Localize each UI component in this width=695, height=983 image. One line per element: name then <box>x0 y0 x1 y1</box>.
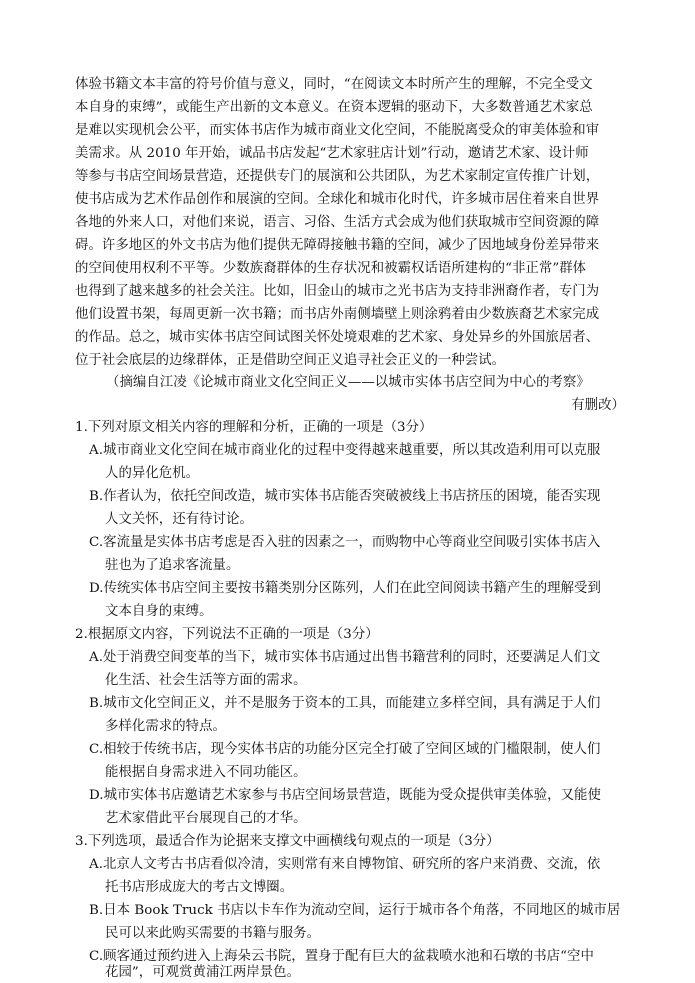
option-a-cont: 托书店形成庞大的考古文博圈。 <box>105 880 294 895</box>
option-a: A.城市商业文化空间在城市商业化的过程中变得越来越重要，所以其改造利用可以克服 <box>89 443 601 458</box>
option-a: A.处于消费空间变革的当下，城市实体书店通过出售书籍营利的同时，还要满足人们文 <box>89 650 601 665</box>
option-a-cont: 化生活、社会生活等方面的需求。 <box>105 673 307 688</box>
option-b: B.城市文化空间正义，并不是服务于资本的工具，而能建立多样空间，具有满足于人们 <box>89 696 601 711</box>
option-a-cont: 人的异化危机。 <box>105 466 200 481</box>
question-stem: 3.下列选项，最适合作为论据来支撑文中画横线句观点的一项是（3分） <box>75 834 500 849</box>
option-b-cont: 民可以来此购买需要的书籍与服务。 <box>105 926 321 941</box>
passage-line: 他们设置书架，每周更新一次书籍；而书店外南侧墙壁上则涂鸦着由少数族裔艺术家完成 <box>75 307 600 322</box>
option-d-cont: 艺术家借此平台展现自己的才华。 <box>105 811 307 826</box>
passage-line: 各地的外来人口，对他们来说，语言、习俗、生活方式会成为他们获取城市空间资源的障 <box>75 215 600 230</box>
passage-line: 是难以实现机会公平，而实体书店作为城市商业文化空间，不能脱离受众的审美体验和审 <box>75 123 600 138</box>
option-d-cont: 文本自身的束缚。 <box>105 604 213 619</box>
passage-line: 体验书籍文本丰富的符号价值与意义，同时，“在阅读文本时所产生的理解，不完全受文 <box>75 77 593 92</box>
option-c-cont: 花园”，可观赏黄浦江两岸景色。 <box>105 965 301 980</box>
passage-line: 的作品。总之，城市实体书店空间试图关怀处境艰难的艺术家、身处异乡的外国旅居者、 <box>75 330 600 345</box>
passage-line: 等参与书店空间场景营造，还提供专门的展演和公共团队，为艺术家制定宣传推广计划， <box>75 169 600 184</box>
passage-line: 美需求。从 2010 年开始，诚品书店发起“艺术家驻店计划”行动，邀请艺术家、设计师 <box>75 146 589 161</box>
option-c: C.顾客通过预约进入上海朵云书院，置身于配有巨大的盆栽喷水池和石墩的书店“空中 <box>89 949 594 964</box>
citation-note: 有删改） <box>571 398 625 413</box>
question-stem: 2.根据原文内容，下列说法不正确的一项是（3分） <box>75 627 379 642</box>
option-b: B.日本 Book Truck 书店以卡车作为流动空间，运行于城市各个角落，不同地区的城市居 <box>89 903 621 918</box>
citation-source: （摘编自江凌《论城市商业文化空间正义——以城市实体书店空间为中心的考察》 <box>106 375 590 390</box>
passage-line: 的空间使用权利不平等。少数族裔群体的生存状况和被霸权话语所建构的“非正常”群体 <box>75 261 587 276</box>
question-stem: 1.下列对原文相关内容的理解和分析，正确的一项是（3分） <box>75 420 433 435</box>
option-d: D.传统实体书店空间主要按书籍类别分区陈列，人们在此空间阅读书籍产生的理解受到 <box>89 581 601 596</box>
passage-line: 碍。许多地区的外文书店为他们提供无障碍接触书籍的空间，减少了因地域身份差异带来 <box>75 238 600 253</box>
option-c: C.客流量是实体书店考虑是否入驻的因素之一，而购物中心等商业空间吸引实体书店入 <box>89 535 601 550</box>
passage-line: 使书店成为艺术作品创作和展演的空间。全球化和城市化时代，许多城市居住着来自世界 <box>75 192 600 207</box>
passage-line: 也得到了越来越多的社会关注。比如，旧金山的城市之光书店为支持非洲裔作者，专门为 <box>75 284 600 299</box>
option-b: B.作者认为，依托空间改造，城市实体书店能否突破被线上书店挤压的困境，能否实现 <box>89 489 601 504</box>
option-b-cont: 多样化需求的特点。 <box>105 719 226 734</box>
passage-line: 本自身的束缚”，或能生产出新的文本意义。在资本逻辑的驱动下，大多数普通艺术家总 <box>75 100 593 115</box>
passage-line: 位于社会底层的边缘群体，正是借助空间正义追寻社会正义的一种尝试。 <box>75 353 506 368</box>
option-c-cont: 能根据自身需求进入不同功能区。 <box>105 765 307 780</box>
option-b-cont: 人文关怀，还有待讨论。 <box>105 512 253 527</box>
option-a: A.北京人文考古书店看似冷清，实则常有来自博物馆、研究所的客户来消费、交流，依 <box>89 857 601 872</box>
option-c: C.相较于传统书店，现今实体书店的功能分区完全打破了空间区域的门槛限制，使人们 <box>89 742 601 757</box>
option-d: D.城市实体书店邀请艺术家参与书店空间场景营造，既能为受众提供审美体验，又能使 <box>89 788 601 803</box>
option-c-cont: 驻也为了追求客流量。 <box>105 558 240 573</box>
